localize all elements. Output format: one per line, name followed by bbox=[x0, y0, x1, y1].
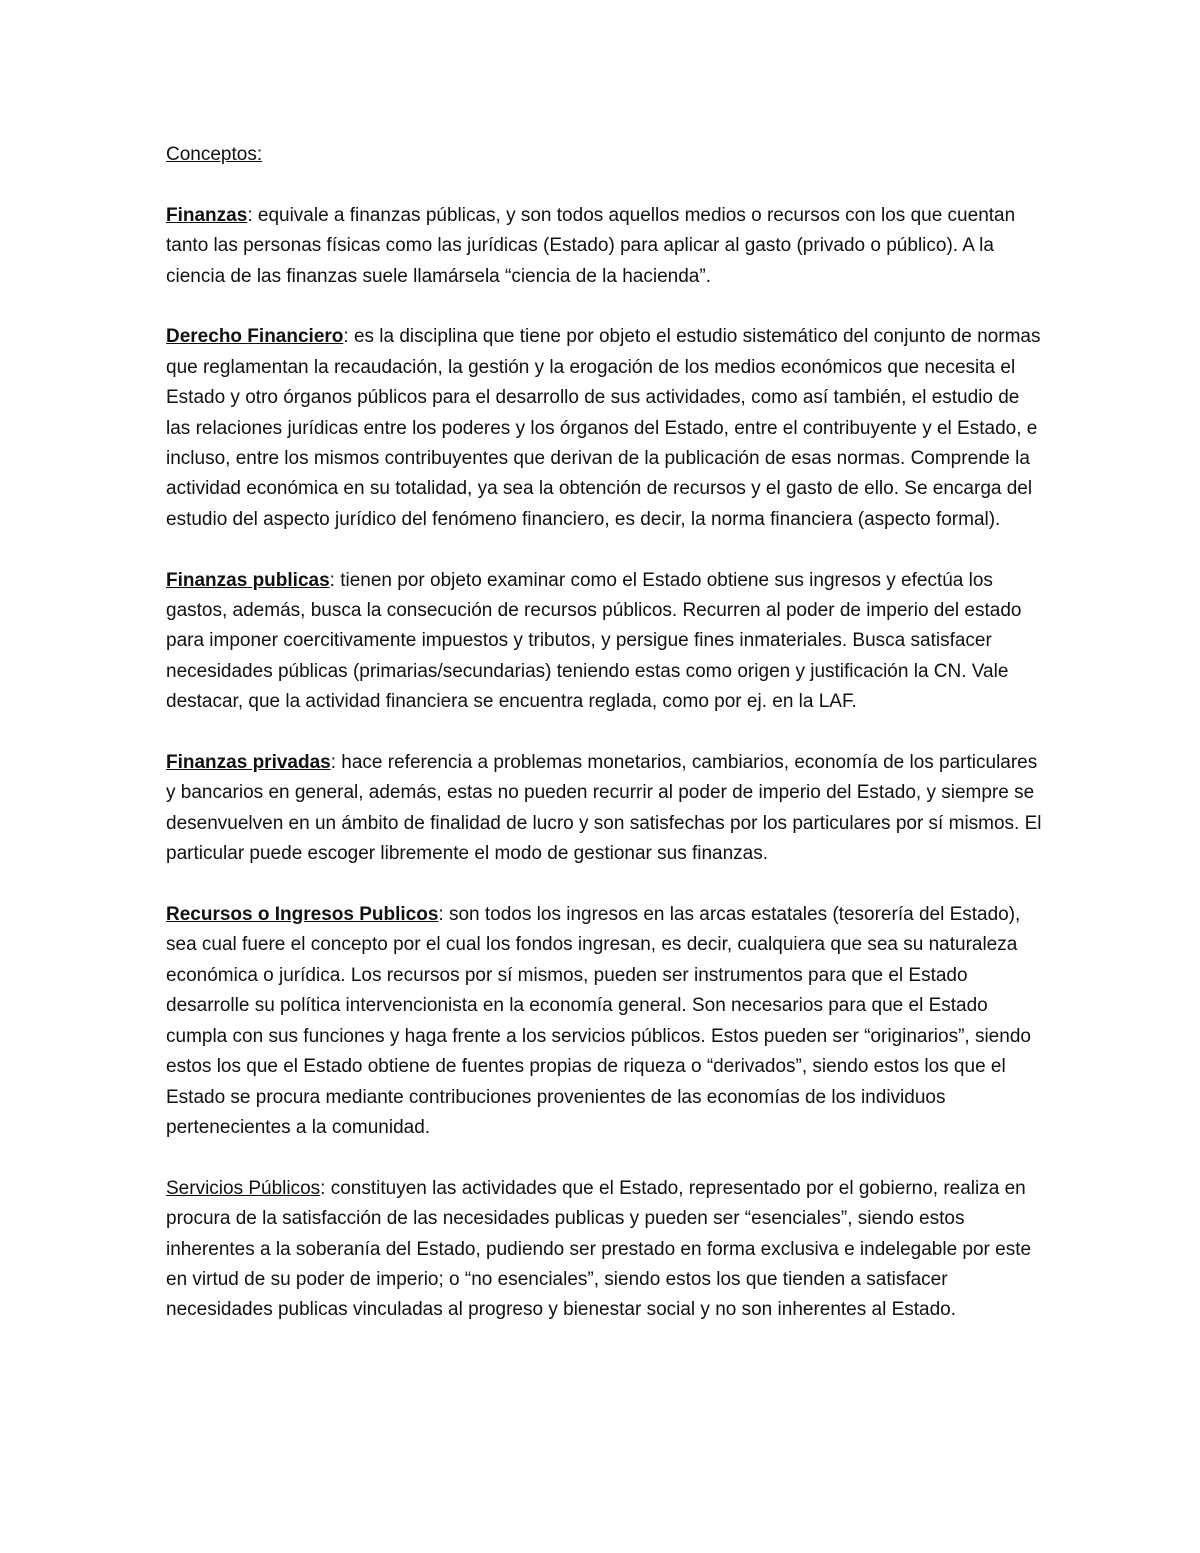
term-separator: : bbox=[320, 1177, 326, 1199]
term-separator: : bbox=[247, 204, 253, 226]
term-recursos-ingresos-publicos: Recursos o Ingresos Publicos bbox=[166, 904, 439, 926]
definition-derecho-financiero: es la disciplina que tiene por objeto el estudio sistemático del conjunto de normas que reglamentan la recaudación, la gestión y la erogación de los medios económicos que necesita el Estado y otro órganos públicos para el desarrollo de sus actividades, como así también, el estudio de las relaciones jurídicas entre los poderes y los órganos del Estado, entre el contribuyente y el Estado, e incluso, entre los mismos contribuyentes que derivan de la publicación de esas normas. Comprende la actividad económica en su totalidad, ya sea la obtención de recursos y el gasto de ello. Se encarga del estudio del aspecto jurídico del fenómeno financiero, es decir, la norma financiera (aspecto formal). bbox=[166, 326, 1041, 530]
term-separator: : bbox=[343, 326, 349, 348]
term-finanzas-publicas: Finanzas publicas bbox=[166, 569, 330, 591]
definition-servicios-publicos: constituyen las actividades que el Estado, representado por el gobierno, realiza en procura de la satisfacción de las necesidades publicas y pueden ser “esenciales”, siendo estos inherentes a la soberanía del Estado, pudiendo ser prestado en forma exclusiva e indelegable por este en virtud de su poder de imperio; o “no esenciales”, siendo estos los que tienden a satisfacer necesidades publicas vinculadas al progreso y bienestar social y no son inherentes al Estado. bbox=[166, 1177, 1032, 1321]
term-separator: : bbox=[330, 752, 337, 774]
definition-finanzas: equivale a finanzas públicas, y son todos aquellos medios o recursos con los que cuentan tanto las personas físicas como las jurídicas (Estado) para aplicar al gasto (privado o público). A la ciencia de las finanzas suele llamársela “ciencia de la hacienda”. bbox=[166, 204, 1016, 287]
term-finanzas: Finanzas bbox=[166, 204, 248, 226]
section-finanzas-privadas bbox=[166, 748, 1046, 870]
section-servicios-publicos bbox=[166, 1174, 1046, 1326]
section-finanzas bbox=[166, 201, 1046, 292]
term-separator: : bbox=[329, 569, 335, 591]
section-finanzas-publicas bbox=[166, 566, 1046, 718]
document-content bbox=[166, 140, 1046, 1356]
term-finanzas-privadas: Finanzas privadas bbox=[166, 752, 331, 774]
term-separator: : bbox=[438, 904, 444, 926]
term-servicios-publicos: Servicios Públicos bbox=[166, 1177, 321, 1199]
section-derecho-financiero bbox=[166, 322, 1046, 535]
definition-finanzas-publicas: tienen por objeto examinar como el Estado obtiene sus ingresos y efectúa los gastos, además, busca la consecución de recursos públicos. Recurren al poder de imperio del estado para imponer coercitivamente impuestos y tributos, y persigue fines inmateriales. Busca satisfacer necesidades públicas (primarias/secundarias) teniendo estas como origen y justificación la CN. Vale destacar, que la actividad financiera se encuentra reglada, como por ej. en la LAF. bbox=[166, 569, 1022, 713]
document-title bbox=[166, 140, 1046, 170]
document-title-text: Conceptos: bbox=[166, 144, 263, 165]
section-recursos-ingresos-publicos bbox=[166, 900, 1046, 1143]
definition-finanzas-privadas: hace referencia a problemas monetarios, cambiarios, economía de los particulares y bancarios en general, además, estas no pueden recurrir al poder de imperio del Estado, y siempre se desenvuelven en un ámbito de finalidad de lucro y son satisfechas por los particulares por sí mismos. El particular puede escoger libremente el modo de gestionar sus finanzas. bbox=[166, 752, 1042, 865]
term-derecho-financiero: Derecho Financiero bbox=[166, 326, 344, 348]
definition-recursos-ingresos-publicos: son todos los ingresos en las arcas estatales (tesorería del Estado), sea cual fuere el concepto por el cual los fondos ingresan, es decir, cualquiera que sea su naturaleza económica o jurídica. Los recursos por sí mismos, pueden ser instrumentos para que el Estado desarrolle su política intervencionista en la economía general. Son necesarios para que el Estado cumpla con sus funciones y haga frente a los servicios públicos. Estos pueden ser “originarios”, siendo estos los que el Estado obtiene de fuentes propias de riqueza o “derivados”, siendo estos los que el Estado se procura mediante contribuciones provenientes de las economías de los individuos pertenecientes a la comunidad. bbox=[166, 904, 1031, 1138]
